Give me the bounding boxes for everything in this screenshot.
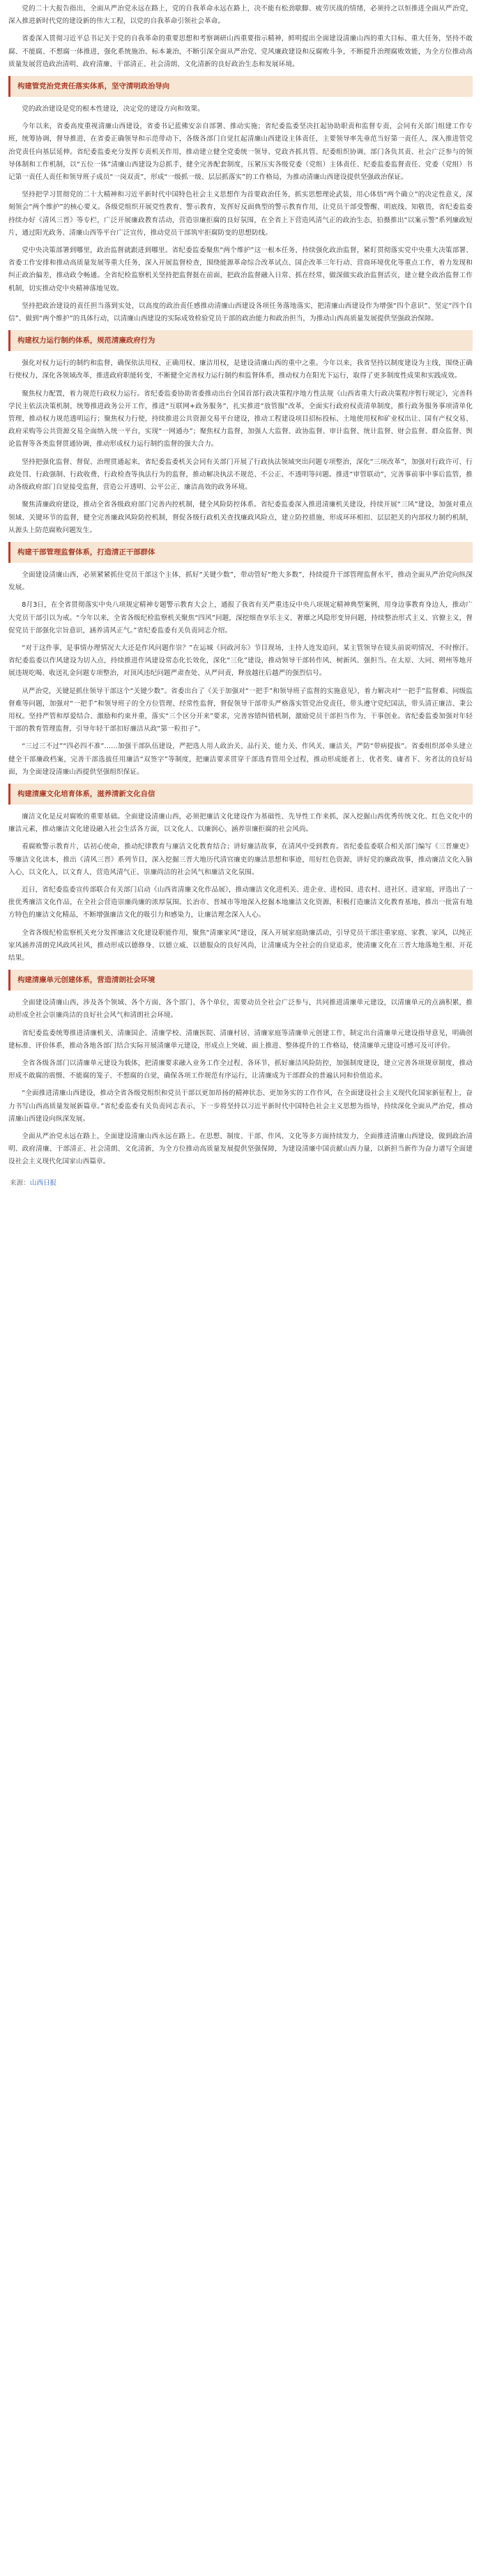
- source-name: 山西日报: [29, 1179, 57, 1187]
- section-2: [8, 330, 473, 537]
- paragraph: “对于这件事，是事情办理情况大大还是作风问题作崇？”在运城《问政河东》节目现场，主持人连发追问，某主管领导在镜头前说明情况，不时擦汗。省纪委监委以作风建设为切入点，持续推进作风建设常态化长效化，深化“三化”建设，推动领导干部转作风、树新风、强担当。在太原、大同、朔州等地开展违规吃喝、收送礼金问题专项整治，对顶风违纪问题严肃查处、从严问责，释放越往后越严的强烈信号。: [8, 644, 473, 678]
- section-3: [8, 542, 473, 779]
- paragraph: 坚持把政治建设的责任担当落到实处，以高度的政治责任感推动清廉山西建设各项任务落地落实，把清廉山西建设作为增强“四个意识”、坚定“四个自信”、做到“两个维护”的具体行动，以清廉山西建设的实际成效检验党员干部的政治能力和政治担当，为推动山西高质量发展提供坚强政治保障。: [8, 302, 473, 323]
- paragraph: “全面推进清廉山西建设，推动全省各级党组织和党员干部以更加昂扬的精神状态、更加务实的工作作风，在全面建设社会主义现代化国家新征程上，奋力书写山西高质量发展新篇章。”省纪委监委有关负责同志表示，下一步将坚持以习近平新时代中国特色社会主义思想为指导，持续深化全面从严治党，推动清廉山西建设向纵深发展。: [8, 1089, 473, 1123]
- paragraph: 廉洁文化是反对腐败的重要基础。全面建设清廉山西，必须把廉洁文化建设作为基础性、先导性工作来抓，深入挖掘山西优秀传统文化、红色文化中的廉洁元素，推动廉洁文化建设融入社会生活各方面，以文化人、以廉润心，涵养崇廉拒腐的社会风尚。: [8, 812, 473, 834]
- paragraph: “三过三不过”“四必四不准”……加强干部队伍建设，严把选人用人政治关、品行关、能力关、作风关、廉洁关，严防“带病提拔”。省委组织部牵头建立健全干部廉政档案，完善干部选拔任用廉洁“双签字”等制度，把廉洁要求贯穿干部选育管用全过程，推动形成能者上、优者奖、庸者下、劣者汰的良好局面，为全面建设清廉山西提供坚强组织保证。: [8, 743, 473, 776]
- paragraph: 党的二十大报告指出，全面从严治党永远在路上，党的自我革命永远在路上，决不能有松劲歇脚、疲劳厌战的情绪，必须持之以恒推进全面从严治党，深入推进新时代党的建设新的伟大工程，以党的自我革命引领社会革命。: [8, 5, 473, 26]
- paragraph: 党中央决策部署到哪里，政治监督就跟进到哪里。省纪委监委聚焦“两个维护”这一根本任务，持续强化政治监督，紧盯贯彻落实党中央重大决策部署、省委工作安排和推动高质量发展等重大任务，深入开展监督检查，围绕能源革命综合改革试点、国企改革三年行动、营商环境优化等重点工作，着力发现和纠正政治偏差，推动政令畅通。全省纪检监察机关坚持把监督挺在前面，把政治监督融入日常、抓在经常，做深做实政治监督活页，建立健全政治监督工作机制，切实推动党中央精神落地见效。: [8, 247, 473, 293]
- paragraph: 看腐败警示教育片，话初心使命，推动纪律教育与廉洁文化教育结合；讲好廉洁故事，在清风中受到教育。省纪委监委联合相关部门编写《三晋廉吏》等廉洁文化读本，推出《清风三晋》系列节目，深入挖掘三晋大地历代清官廉吏的廉洁思想和事迹，用好红色资源，讲好党的廉政故事，推动廉洁文化入脑入心，以文化人，以文育人，营造风清气正、崇廉尚洁的社会风气和廉洁文化氛围。: [8, 843, 473, 876]
- source-label: 来源：: [10, 1179, 30, 1187]
- paragraph: 坚持把强化监督、督促、治理贯通起来，省纪委监委机关会同有关部门开展了行政执法领域突出问题专项整治，深化“三项改革”，加强对行政许可、行政处罚、行政强制、行政收费、行政检查等执法行为的监督，推动解决执法不规范、不公正、不透明等问题。推进“审管联动”，完善事前事中事后监管，推动各级政府部门自觉接受监督，营造公开透明、公平公正、廉洁高效的政务环境。: [8, 458, 473, 492]
- section-4: [8, 784, 473, 965]
- section-heading: 构建清廉单元创建体系，营造清朗社会环境: [8, 970, 473, 991]
- article-intro: [8, 3, 473, 71]
- section-1: [8, 76, 473, 325]
- section-heading: 构建权力运行制约体系，规范清廉政府行为: [8, 330, 473, 351]
- paragraph: 聚焦权力配置，着力规范行政权力运行。省纪委监委协助省委推动出台全国首部行政决策程序地方性法规《山西省重大行政决策程序暂行规定》，完善科学民主依法决策机制，统筹推进政务公开工作，推进“互联网+政务服务”，扎实推进“放管服”改革，全面实行政府权责清单制度，推行政务服务事项清单化管理，推动权力规范透明运行；聚焦权力行使，持续推进公共资源交易平台建设，推动工程建设项目招标投标、土地使用权和矿业权出让、国有产权交易、政府采购等公共资源交易全面纳入统一平台，实现“一网通办”；聚焦权力监督，加强人大监督、政协监督、审计监督、统计监督、财会监督、群众监督、舆论监督等各类监督贯通协调，推动形成权力运行制约监督的强大合力。: [8, 389, 473, 449]
- paragraph: 全省各级各部门以清廉单元建设为载体，把清廉要求融入业务工作全过程、各环节，抓好廉洁风险防控，加强制度建设，建立完善各项规章制度，推动形成不敢腐的震慑、不能腐的笼子、不想腐的自觉，确保各项工作规范有序运行，让清廉成为干部群众的普遍认同和价值追求。: [8, 1060, 473, 1080]
- paragraph: 省纪委监委统筹推进清廉机关、清廉国企、清廉学校、清廉医院、清廉村居、清廉家庭等清廉单元创建工作，制定出台清廉单元建设指导意见，明确创建标准、评价体系，推动各地各部门结合实际开展清廉单元建设，形成点上突破、面上推进、整体提升的工作格局，使清廉单元建设可感可及可评价。: [8, 1029, 473, 1050]
- paragraph: 聚焦清廉政府建设，推动全省各级政府部门完善内控机制，健全风险防控体系。省纪委监委深入推进清廉机关建设，持续开展“三风”建设，加强对重点领域、关键环节的监督，健全完善廉政风险防控机制，督促各级行政机关查找廉政风险点，建立防控措施，形成环环相扣、层层把关的内部权力制约机制，从源头上防范腐败问题发生。: [8, 501, 473, 534]
- paragraph: 8月3日，在全省贯彻落实中央八项规定精神专题警示教育大会上，通报了我省有关严重违反中央八项规定精神典型案例，用身边事教育身边人，推动广大党员干部引以为戒。“今年以来，全省各级纪检监察机关聚焦“四风”问题，深挖细查享乐主义、奢靡之风隐形变异问题，持续整治形式主义、官僚主义，督促党员干部强化宗旨意识，涵养清风正气。”省纪委监委有关负责同志介绍。: [8, 601, 473, 635]
- section-heading: 构建管党治党责任落实体系，坚守清明政治导向: [8, 76, 473, 97]
- paragraph: 强化对权力运行的制约和监督，确保依法用权、正确用权、廉洁用权，是建设清廉山西的重中之重。今年以来，我省坚持以制度建设为主线，围绕正确行使权力，深化各领域改革，推进政府职能转变，不断健全完善权力运行制约和监督体系，推动权力在阳光下运行，取得了更多制度性成果和实践成效。: [8, 359, 473, 380]
- paragraph: 坚持把学习贯彻党的二十大精神和习近平新时代中国特色社会主义思想作为首要政治任务，抓实思想理论武装，用心体悟“两个确立”的决定性意义，深刻领会“两个维护”的核心要义。各级党组织开展党性教育、警示教育，发挥好反面典型的警示教育作用，让党员干部受警醒、明底线、知敬畏，省纪委监委持续办好《清风三晋》等专栏，广泛开展廉政教育活动，营造崇廉拒腐的良好氛围，在全省上下营造风清气正的政治生态，拍摄推出“以案示警”系列廉政短片，通过阳光政务、清廉山西等平台广泛宣传，推动党员干部筑牢拒腐防变的思想防线。: [8, 191, 473, 237]
- section-5: [8, 970, 473, 1168]
- paragraph: 省委深入贯彻习近平总书记关于党的自我革命的重要思想和考察调研山西重要指示精神，鲜明提出全面建设清廉山西的重大目标、重大任务，坚持不敢腐、不能腐、不想腐一体推进，强化系统施治、标本兼治，不断引深全面从严治党、党风廉政建设和反腐败斗争，不断提升治理腐败效能，为全方位推动高质量发展营造政治清明、政府清廉、干部清正、社会清朗、文化清新的良好政治生态和发展环境。: [8, 35, 473, 68]
- paragraph: 全面从严治党永远在路上，全面建设清廉山西永远在路上。在思想、制度、干部、作风、文化等多方面持续发力，全面推进清廉山西建设，做到政治清明、政府清廉、干部清正、社会清朗、文化清新，为全方位推动高质量发展提供坚强保障，为建设清廉中国贡献山西力量，以新担当新作为奋力谱写全面建设社会主义现代化国家山西篇章。: [8, 1133, 473, 1166]
- paragraph: 近日，省纪委监委宣传部联合有关部门启动《山西省清廉文化作品展》，推动廉洁文化进机关、进企业、进校园、进农村、进社区、进家庭，评选出了一批优秀廉洁文化作品，在全社会营造崇廉尚廉的浓厚氛围。长治市、晋城市等地深入挖掘本地廉洁文化资源，积极打造廉洁文化教育基地，推出一批富有地方特色的廉洁文化精品，不断增强廉洁文化的吸引力和感染力，让廉洁理念深入人心。: [8, 885, 473, 920]
- section-heading: 构建干部管理监督体系，打造清正干部群体: [8, 542, 473, 563]
- paragraph: 全省各级纪检监察机关充分发挥廉洁文化建设职能作用，聚焦“清廉家风”建设，深入开展家庭助廉活动，引导党员干部注重家庭、家教、家风，以纯正家风涵养清朗党风政风社风，推动形成以德修身、以德立威、以德服众的良好风尚，让清廉成为全社会的自觉追求，使清廉文化在三晋大地落地生根、开花结果。: [8, 929, 473, 962]
- article-source: [8, 1177, 473, 1190]
- paragraph: 今年以来，省委高度重视清廉山西建设，省委书记蓝佛安亲自部署、推动实施；省纪委监委坚决扛起协助职责和监督专责，会同有关部门组建工作专班，统筹协调，督导推进，在省委正确领导和示范带动下，各级各部门自觉扛起清廉山西建设主体责任，主要领导率先垂范当好第一责任人，深入推进管党治党责任向基层延伸。省纪委监委充分发挥专责机关作用，推动建立健全党委统一领导、党政齐抓共管、纪委组织协调、部门各负其责、社会广泛参与的领导体制和工作机制，以“五位一体”清廉山西建设为总抓手，健全完善配套制度，压紧压实各级党委（党组）主体责任、纪委监委监督责任、党委（党组）书记第一责任人责任和领导班子成员“一岗双责”，形成“一级抓一级、层层抓落实”的工作格局，为推动清廉山西建设提供坚强政治保证。: [8, 123, 473, 182]
- paragraph: 全面建设清廉山西，必须紧紧抓住党员干部这个主体，抓好“关键少数”，带动管好“绝大多数”，持续提升干部管理监督水平，推动全面从严治党向纵深发展。: [8, 571, 473, 592]
- paragraph: 党的政治建设是党的根本性建设，决定党的建设方向和效果。: [22, 105, 204, 114]
- paragraph: 从严治党，关键是抓住领导干部这个“关键少数”。省委出台了《关于加强对“一把手”和领导班子监督的实施意见》，着力解决对“一把手”监督难、同级监督难等问题，加强对“一把手”和领导班子的全方位管理、经常性监督，督促领导干部带头严格落实管党治党责任，带头遵守党纪国法，带头清正廉洁、秉公用权。坚持严管和厚爱结合、激励和约束并重，落实“三个区分开来”要求，完善容错纠错机制，激励党员干部担当作为、干事创业。省纪委监委加强对年轻干部的教育管理监督，引导年轻干部扣好廉洁从政“第一粒扣子”。: [8, 687, 473, 734]
- section-heading: 构建清廉文化培育体系，滋养清新文化自信: [8, 784, 473, 805]
- paragraph: 全面建设清廉山西，涉及各个领域、各个方面、各个部门、各个单位，需要动员全社会广泛参与，共同推进清廉单元建设，以清廉单元的点滴积累，推动形成全社会崇廉尚洁的良好社会风气和清朗社会环境。: [8, 999, 473, 1020]
